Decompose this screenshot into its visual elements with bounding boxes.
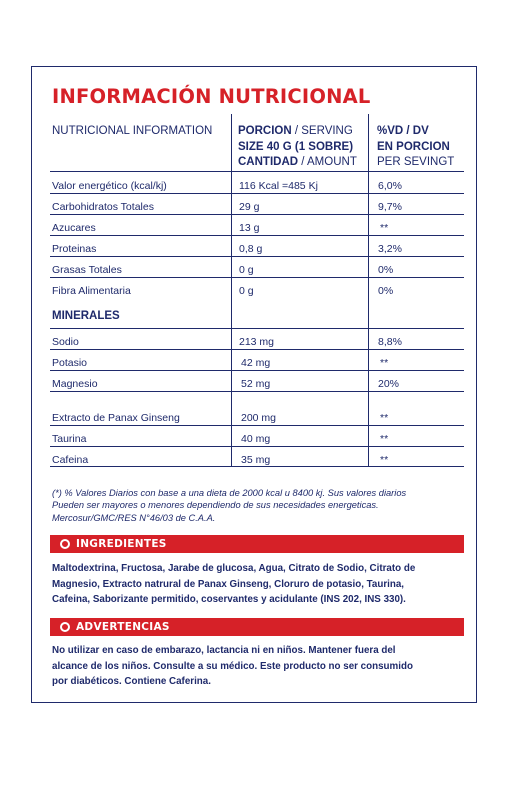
table-divider-col1	[231, 114, 232, 466]
header-serving-column	[238, 124, 357, 171]
nutrient-amount: 29 g	[239, 201, 260, 213]
nutrient-dv: 0%	[378, 264, 394, 276]
ingredients-text	[52, 561, 464, 608]
warnings-line: No utilizar en caso de embarazo, lactancia ni en niños. Mantener fuera del	[52, 645, 396, 656]
nutrient-amount: 116 Kcal =485 Kj	[239, 180, 318, 192]
nutrient-amount: 0,8 g	[239, 243, 263, 255]
mineral-dv: **	[380, 412, 389, 424]
ingredients-title: INGREDIENTES	[76, 538, 167, 550]
header-serving: / SERVING	[291, 125, 353, 137]
header-per-serving: PER SEVINGT	[377, 156, 455, 168]
ingredients-line: Maltodextrina, Fructosa, Jarabe de glucosa, Agua, Citrato de Sodio, Citrato de	[52, 563, 416, 574]
row-divider	[50, 214, 464, 215]
minerals-heading: MINERALES	[52, 310, 120, 322]
nutrient-name: Azucares	[52, 222, 96, 234]
table-header-rule	[50, 171, 464, 172]
bullet-icon	[60, 622, 70, 632]
header-cantidad: CANTIDAD	[238, 156, 299, 168]
header-nutrient-label: NUTRICIONAL INFORMATION	[52, 125, 213, 137]
mineral-dv: **	[380, 357, 389, 369]
table-minerals-rule	[50, 328, 464, 329]
table-divider-col2	[368, 114, 369, 466]
warnings-line: por diabéticos. Contiene Caferina.	[52, 676, 211, 687]
ingredients-banner	[50, 535, 464, 553]
warnings-banner	[50, 618, 464, 636]
nutrient-amount: 0 g	[239, 264, 254, 276]
header-en-porcion: EN PORCION	[377, 140, 450, 153]
row-divider	[50, 391, 464, 392]
row-divider	[50, 277, 464, 278]
footnote-line: (*) % Valores Diarios con base a una dieta de 2000 kcal u 8400 kj. Sus valores diarios	[52, 488, 407, 498]
nutrient-dv: 3,2%	[378, 243, 402, 255]
nutrient-dv: **	[380, 222, 389, 234]
mineral-name: Extracto de Panax Ginseng	[52, 412, 180, 424]
row-divider	[50, 370, 464, 371]
page-title: INFORMACIÓN NUTRICIONAL	[52, 85, 371, 108]
header-amount: / AMOUNT	[298, 156, 357, 168]
nutrient-name: Grasas Totales	[52, 264, 122, 276]
mineral-amount: 40 mg	[241, 433, 271, 445]
nutrient-name: Fibra Alimentaria	[52, 285, 131, 297]
mineral-amount: 52 mg	[241, 378, 271, 390]
mineral-name: Cafeina	[52, 454, 89, 466]
mineral-dv: 20%	[378, 378, 400, 390]
mineral-name: Potasio	[52, 357, 88, 369]
ingredients-line: Magnesio, Extracto natrural de Panax Ginseng, Cloruro de potasio, Taurina,	[52, 578, 405, 590]
mineral-amount: 200 mg	[241, 412, 277, 424]
row-divider	[50, 425, 464, 426]
header-serving-size: SIZE 40 G (1 SOBRE)	[238, 140, 354, 153]
nutrient-amount: 0 g	[239, 285, 254, 297]
mineral-dv: **	[380, 433, 389, 445]
footnote-line: Pueden ser mayores o menores dependiendo de sus necesidades energeticas.	[52, 500, 379, 511]
row-divider	[50, 256, 464, 257]
table-bottom-rule	[50, 466, 464, 467]
mineral-amount: 35 mg	[241, 454, 271, 466]
header-nutrient-column	[52, 124, 212, 140]
header-dv-column	[377, 124, 454, 171]
nutrient-name: Proteinas	[52, 243, 97, 255]
nutrient-dv: 6,0%	[378, 180, 402, 192]
bullet-icon	[60, 539, 70, 549]
mineral-amount: 213 mg	[239, 336, 275, 348]
warnings-line: alcance de los niños. Consulte a su médico. Este producto no ser consumido	[52, 660, 413, 672]
row-divider	[50, 349, 464, 350]
mineral-dv: 8,8%	[378, 336, 402, 348]
warnings-text	[52, 643, 464, 690]
warnings-title: ADVERTENCIAS	[76, 621, 170, 633]
daily-values-footnote	[52, 487, 462, 524]
nutrient-dv: 9,7%	[378, 201, 402, 213]
mineral-amount: 42 mg	[241, 357, 271, 369]
nutrient-dv: 0%	[378, 285, 394, 297]
row-divider	[50, 235, 464, 236]
header-porcion: PORCION	[238, 125, 292, 137]
row-divider	[50, 193, 464, 194]
row-divider	[50, 446, 464, 447]
nutrition-label-card	[31, 66, 477, 703]
mineral-name: Taurina	[52, 433, 87, 445]
footnote-line: Mercosur/GMC/RES N°46/03 de C.A.A.	[52, 512, 216, 523]
mineral-name: Sodio	[52, 336, 79, 348]
mineral-dv: **	[380, 454, 389, 466]
ingredients-line: Cafeina, Saborizante permitido, coservantes y acidulante (INS 202, INS 330).	[52, 594, 406, 605]
nutrient-amount: 13 g	[239, 222, 260, 234]
nutrient-name: Valor energético (kcal/kj)	[52, 180, 167, 192]
mineral-name: Magnesio	[52, 378, 98, 390]
header-vd: %VD / DV	[377, 125, 429, 137]
nutrient-name: Carbohidratos Totales	[52, 201, 154, 213]
